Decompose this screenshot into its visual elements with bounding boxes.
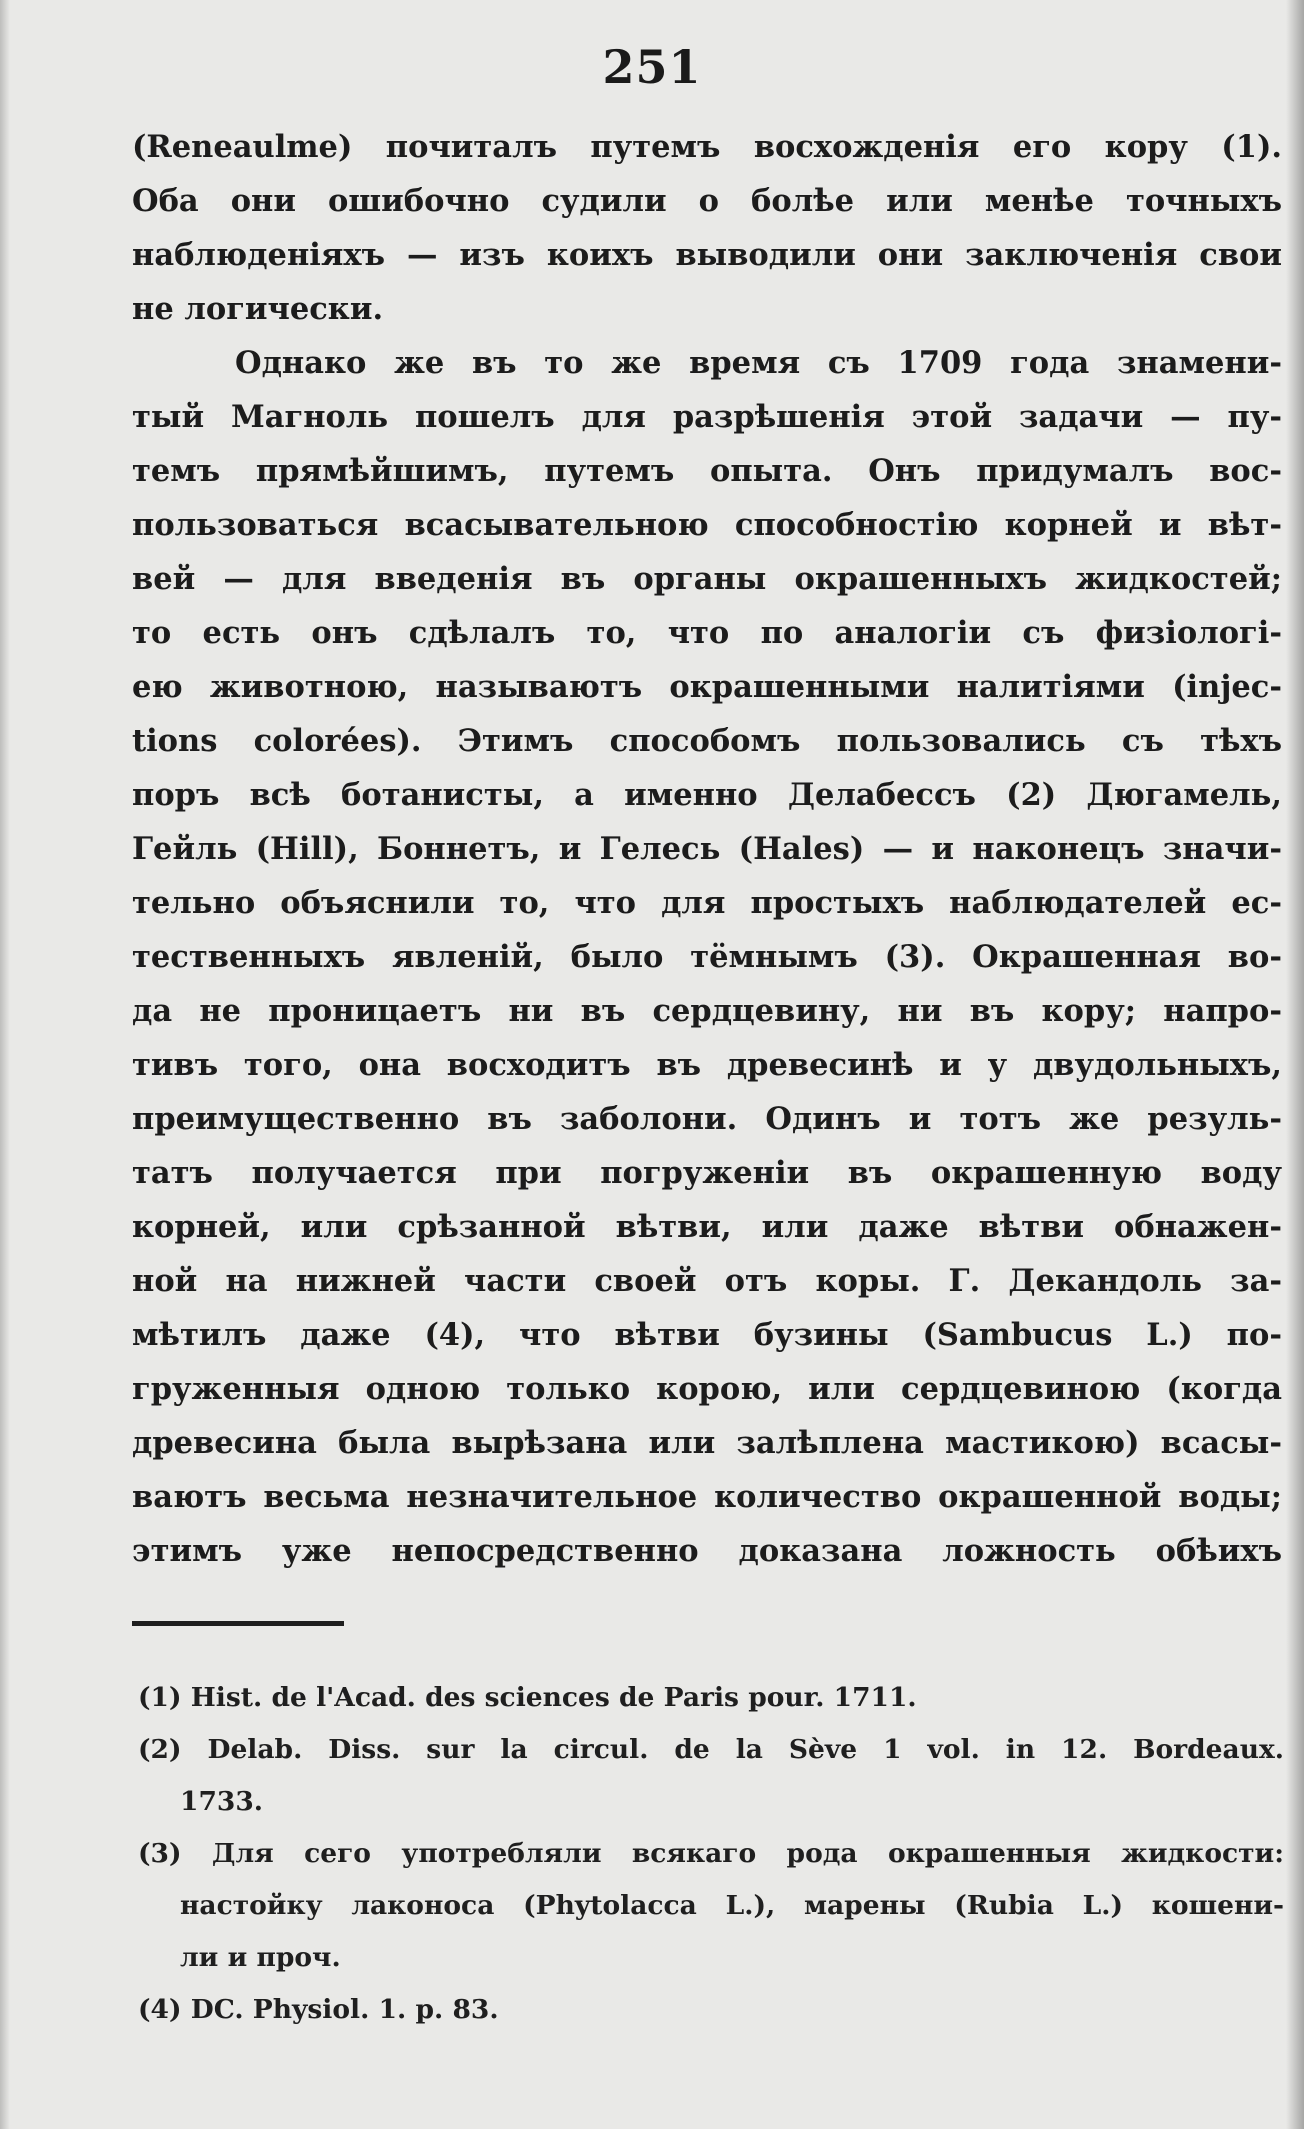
footnote-3: (3) Для сего употребляли всякаго рода окрашенныя жидкости: (138, 1838, 1284, 1869)
text-line: темъ прямѣйшимъ, путемъ опыта. Онъ придумалъ вос- (132, 453, 1282, 489)
text-line: груженныя одною только корою, или сердцевиною (когда (132, 1371, 1282, 1407)
text-line: вей — для введенія въ органы окрашенныхъ жидкостей; (132, 561, 1282, 597)
footnote-4: (4) DC. Physiol. 1. p. 83. (138, 1994, 499, 2025)
text-line: наблюденіяхъ — изъ коихъ выводили они заключенія свои (132, 237, 1282, 273)
footnote-3-continued: ли и проч. (180, 1942, 341, 1973)
spine-shadow (1286, 0, 1304, 2129)
text-line: не логически. (132, 291, 384, 327)
footnote-1: (1) Hist. de l'Acad. des sciences de Paris pour. 1711. (138, 1682, 917, 1713)
text-line: тивъ того, она восходитъ въ древесинѣ и у двудольныхъ, (132, 1047, 1282, 1083)
footnotes (138, 1672, 1284, 2036)
text-line: ной на нижней части своей отъ коры. Г. Декандоль за- (132, 1263, 1282, 1299)
footnote-3-continued: настойку лаконоса (Phytolacca L.), марены (Rubia L.) кошени- (180, 1890, 1284, 1921)
text-line: пользоваться всасывательною способностію корней и вѣт- (132, 507, 1282, 543)
text-line: ваютъ весьма незначительное количество окрашенной воды; (132, 1479, 1282, 1515)
footnote-divider (132, 1621, 344, 1626)
text-line: татъ получается при погруженіи въ окрашенную воду (132, 1155, 1282, 1191)
footnote-2-continued: 1733. (180, 1786, 263, 1817)
page-number: 251 (602, 40, 702, 94)
text-line: тественныхъ явленій, было тёмнымъ (3). Окрашенная во- (132, 939, 1282, 975)
text-line: древесина была вырѣзана или залѣплена мастикою) всасы- (132, 1425, 1282, 1461)
text-line: Оба они ошибочно судили о болѣе или менѣе точныхъ (132, 183, 1282, 219)
footnote-2: (2) Delab. Diss. sur la circul. de la Sève 1 vol. in 12. Bordeaux. (138, 1734, 1284, 1765)
text-line: преимущественно въ заболони. Одинъ и тотъ же резуль- (132, 1101, 1282, 1137)
text-line: (Reneaulme) почиталъ путемъ восхожденія его кору (1). (132, 129, 1282, 165)
text-line: мѣтилъ даже (4), что вѣтви бузины (Sambucus L.) по- (132, 1317, 1282, 1353)
text-line: корней, или срѣзанной вѣтви, или даже вѣтви обнажен- (132, 1209, 1282, 1245)
text-line: да не проницаетъ ни въ сердцевину, ни въ кору; напро- (132, 993, 1282, 1029)
text-line: Однако же въ то же время съ 1709 года знамени- (235, 345, 1282, 381)
page-edge-shadow (0, 0, 10, 2129)
text-line: поръ всѣ ботанисты, а именно Делабессъ (2) Дюгамель, (132, 777, 1282, 813)
text-line: тельно объяснили то, что для простыхъ наблюдателей ес- (132, 885, 1282, 921)
text-line: tions colorées). Этимъ способомъ пользовались съ тѣхъ (132, 723, 1282, 759)
text-line: ею животною, называютъ окрашенными налитіями (injec- (132, 669, 1282, 705)
text-line: Гейль (Hill), Боннетъ, и Гелесь (Hales) — и наконецъ значи- (132, 831, 1282, 867)
text-line: тый Магноль пошелъ для разрѣшенія этой задачи — пу- (132, 399, 1282, 435)
text-line: этимъ уже непосредственно доказана ложность обѣихъ (132, 1533, 1282, 1569)
text-line: то есть онъ сдѣлалъ то, что по аналогіи съ физіологі- (132, 615, 1282, 651)
main-text (132, 120, 1282, 1578)
